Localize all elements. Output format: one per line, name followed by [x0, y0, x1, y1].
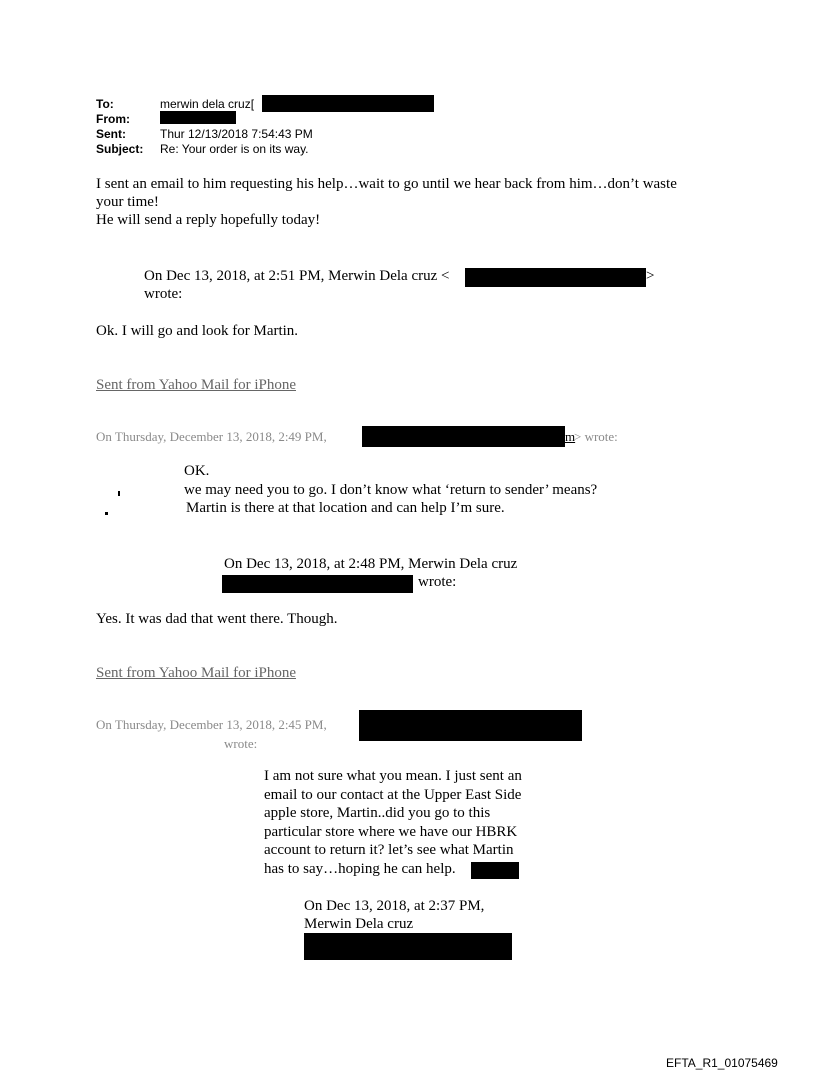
quote4-line: I am not sure what you mean. I just sent an — [264, 768, 522, 784]
quote1-wrote: wrote: — [144, 286, 183, 302]
redaction-to-email — [262, 95, 434, 112]
body-line-3: He will send a reply hopefully today! — [96, 212, 321, 228]
quote2-line-2: we may need you to go. I don’t know what ‘return to sender’ means? — [184, 482, 598, 498]
quote2-tail-char: m — [565, 429, 576, 444]
yahoo-mail-signature-link[interactable]: Sent from Yahoo Mail for iPhone — [96, 377, 296, 393]
subject-label: Subject: — [96, 142, 144, 156]
quote1-attribution-end: > — [646, 268, 655, 284]
quote3-attribution: On Dec 13, 2018, at 2:48 PM, Merwin Dela cruz — [224, 556, 518, 572]
quote2-line-1: OK. — [184, 463, 210, 479]
to-value: merwin dela cruz[ — [160, 97, 255, 111]
sent-value: Thur 12/13/2018 7:54:43 PM — [160, 127, 313, 141]
redaction-quote3-email — [222, 575, 413, 593]
yahoo-mail-signature-link[interactable]: Sent from Yahoo Mail for iPhone — [96, 665, 296, 681]
quote4-line: email to our contact at the Upper East Side — [264, 787, 522, 803]
quote1-attribution: On Dec 13, 2018, at 2:51 PM, Merwin Dela cruz < — [144, 268, 450, 284]
body-line-1: I sent an email to him requesting his help…wait to go until we hear back from him…don’t waste — [96, 176, 677, 192]
document-id: EFTA_R1_01075469 — [666, 1056, 778, 1070]
quote4-wrote: wrote: — [224, 736, 258, 751]
quote2-line-3: Martin is there at that location and can help I’m sure. — [186, 500, 505, 516]
quote3-wrote: wrote: — [418, 574, 457, 590]
redaction-from — [160, 111, 236, 124]
from-label: From: — [96, 112, 130, 126]
to-label: To: — [96, 97, 114, 111]
redaction-quote1-email — [465, 268, 646, 287]
scan-mark — [118, 491, 120, 496]
quote4-attribution: On Thursday, December 13, 2018, 2:45 PM, — [96, 717, 327, 732]
redaction-quote5-email — [304, 933, 512, 960]
quote4-line: apple store, Martin..did you go to this — [264, 805, 491, 821]
quote2-attribution: On Thursday, December 13, 2018, 2:49 PM, — [96, 429, 327, 444]
quote4-line: has to say…hoping he can help. — [264, 861, 456, 877]
quote5-attribution: On Dec 13, 2018, at 2:37 PM, — [304, 898, 485, 914]
sent-label: Sent: — [96, 127, 126, 141]
quote3-reply: Yes. It was dad that went there. Though. — [96, 611, 338, 627]
quote2-attribution-end: > wrote: — [574, 429, 618, 444]
redaction-quote2-sender — [362, 426, 565, 447]
quote4-line: particular store where we have our HBRK — [264, 824, 518, 840]
body-line-2: your time! — [96, 194, 159, 210]
scan-mark — [105, 512, 108, 515]
redaction-quote4-sender — [359, 710, 582, 741]
quote5-name: Merwin Dela cruz — [304, 916, 414, 932]
redaction-quote4-signature — [471, 862, 519, 879]
subject-value: Re: Your order is on its way. — [160, 142, 309, 156]
quote4-line: account to return it? let’s see what Martin — [264, 842, 514, 858]
quote1-reply: Ok. I will go and look for Martin. — [96, 323, 299, 339]
